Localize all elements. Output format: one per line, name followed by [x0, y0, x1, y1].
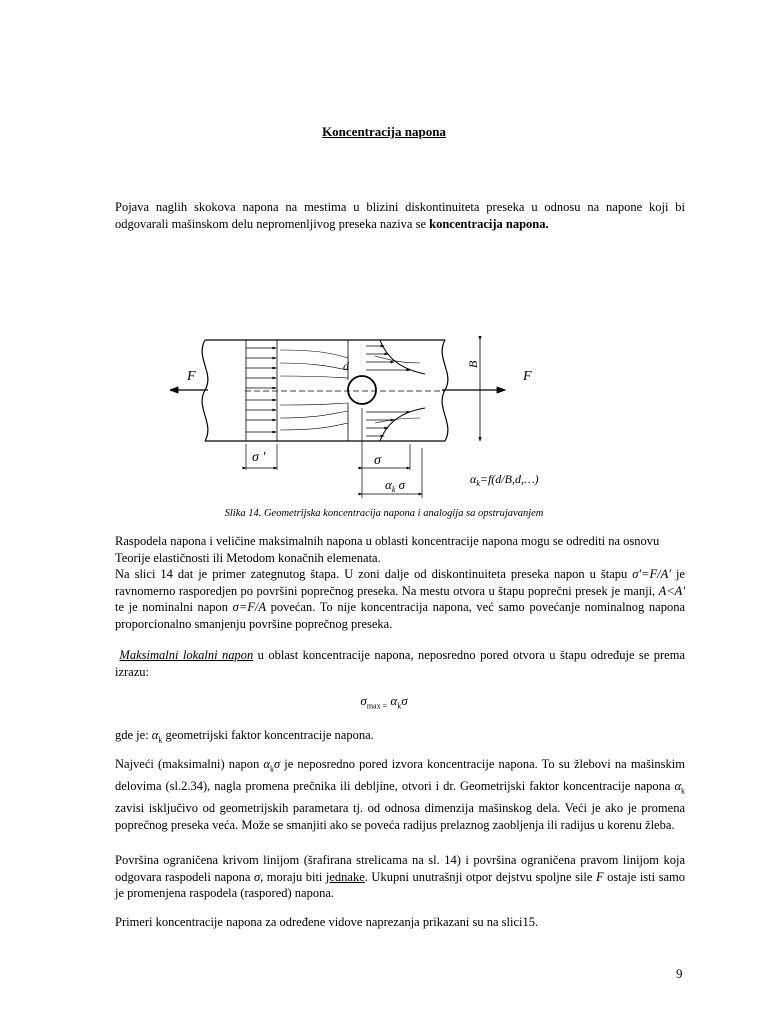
intro-paragraph	[115, 199, 685, 232]
stress-distribution-curve-top	[380, 340, 425, 374]
paragraph-primer	[115, 566, 685, 632]
p4-term: Maksimalni lokalni napon	[119, 648, 254, 662]
label-d: d	[343, 359, 349, 373]
stress-distribution-curve-bottom	[380, 408, 425, 441]
label-alpha-sigma: $\alpha_k$ σ	[385, 477, 406, 494]
p3-sigma-prime-eq: σ'=F/A'	[632, 567, 671, 581]
label-sigma: σ	[374, 453, 381, 468]
page-title: Koncentracija napona	[322, 124, 446, 139]
p3-text-a: Na slici 14 dat je primer zategnutog štapa. U zoni dalje od diskontinuiteta preseka napon u štapu	[115, 567, 633, 581]
underlined-jednake: jednake	[325, 869, 365, 884]
p3-text-d: povećan. To nije koncentracija napona, već samo povećanje nominalnog napona proporcionalno smanjenju površine poprečnog preseka.	[115, 600, 685, 631]
figure-caption: Slika 14. Geometrijska koncentracija napona i analogija sa opstrujavanjem	[224, 508, 544, 519]
paragraph-primeri: Primeri koncentracije napona za određene vidove naprezanja prikazani su na slici15.	[115, 915, 539, 929]
label-B: B	[466, 360, 480, 368]
intro-text: Pojava naglih skokova napona na mestima u blizini diskontinuiteta preseka u odnosu na napone koji bi odgovarali mašinskom delu nepromenljivog preseka naziva se	[115, 200, 685, 231]
label-F-left: F	[187, 369, 196, 384]
label-F-right: F	[523, 369, 532, 384]
intro-bold-term: koncentracija napona.	[429, 216, 549, 231]
paragraph-maksimalni	[115, 647, 685, 680]
paragraph-najveci: Najveći (maksimalni) napon $\alpha_k\sigma$ je neposredno pored izvora koncentracije napona. To su žlebovi na mašinskim delovima (sl.2.34), nagla promena prečnika ili debljine, otvori i dr. Geometrijski faktor koncentracije napona $\alpha_k$ zavisi isključivo od geometrijskih parametara tj. od odnosa dimenzija mašinskog dela. Veći je ako je promena poprečnog preseka veća. Može se smanjiti ako se poveća radijus prelaznog zaobljenja ili radijus u korenu žleba.	[115, 757, 685, 832]
paragraph-raspodela: Raspodela napona i veličine maksimalnih napona u oblasti koncentracije napona mogu se odrediti na osnovu Teorije elastičnosti ili Metodom konačnih elemenata.	[115, 534, 660, 565]
page-number: 9	[676, 966, 683, 981]
hole	[348, 376, 376, 404]
p4-rest: u oblast koncentracije napona, neposredno pored otvora u štapu određuje se prema izrazu:	[115, 648, 685, 679]
uniform-stress-arrows	[246, 348, 276, 432]
p3-text-c: te je nominalni napon	[115, 600, 233, 614]
p3-area-compare: A<A'	[658, 583, 685, 598]
p3-sigma-eq: σ=F/A	[232, 600, 266, 614]
label-alpha-formula: $\alpha_k=f(d/B,d,\dots)$	[470, 472, 539, 488]
label-sigma-prime: σ '	[252, 450, 266, 465]
p3-text-b: je ravnomerno rasporedjen po površini poprečnog preseka. Na mestu otvora u štapu poprečni presek je manji,	[115, 567, 685, 598]
paragraph-gde-je: gde je: $\alpha_k$ geometrijski faktor koncentracije napona.	[115, 728, 374, 745]
formula-sigma-max: $\sigma_{max =}$ $\alpha_k\sigma$	[360, 693, 408, 711]
stress-concentration-figure	[170, 328, 570, 498]
paragraph-povrsina: Površina ograničena krivom linijom (šrafirana strelicama na sl. 14) i površina ograničena pravom linijom koja odgovara raspodeli napona σ, moraju biti jednake. Ukupni unutrašnji otpor dejstvu spoljne sile F ostaje isti samo je promenjena raspodela (raspored) napona.	[115, 853, 685, 900]
bar-outline	[202, 340, 448, 441]
